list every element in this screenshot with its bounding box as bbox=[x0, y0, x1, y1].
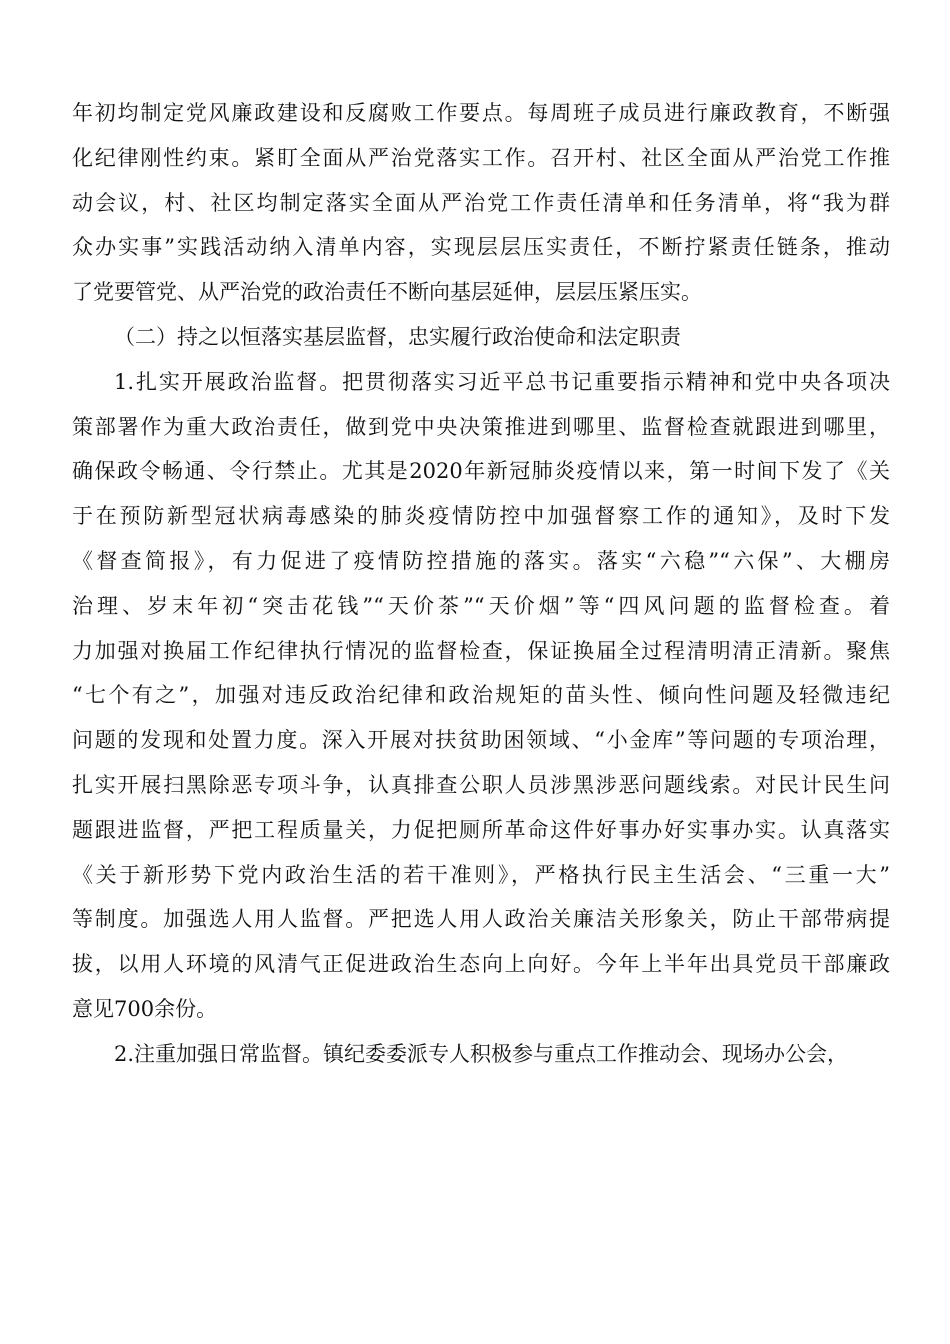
text-line: 力加强对换届工作纪律执行情况的监督检查，保证换届全过程清明清正清新。聚焦 bbox=[72, 638, 890, 663]
paragraph-daily-supervision bbox=[72, 1032, 890, 1077]
text-line: 众办实事”实践活动纳入清单内容，实现层层压实责任，不断拧紧责任链条，推动 bbox=[72, 235, 890, 260]
text-line: 动会议，村、社区均制定落实全面从严治党工作责任清单和任务清单，将“我为群 bbox=[72, 190, 890, 215]
paragraph-political-supervision bbox=[72, 360, 890, 1032]
text-line: 于在预防新型冠状病毒感染的肺炎疫情防控中加强督察工作的通知》，及时下发 bbox=[72, 504, 890, 529]
text-line: “七个有之”，加强对违反政治纪律和政治规矩的苗头性、倾向性问题及轻微违纪 bbox=[72, 683, 890, 708]
text-line: 确保政令畅通、令行禁止。尤其是2020年新冠肺炎疫情以来，第一时间下发了《关 bbox=[72, 459, 890, 484]
text-line: 了党要管党、从严治党的政治责任不断向基层延伸，层层压紧压实。 bbox=[72, 280, 702, 305]
text-line: 《关于新形势下党内政治生活的若干准则》，严格执行民主生活会、“三重一大” bbox=[72, 862, 890, 887]
heading-text: （二）持之以恒落实基层监督，忠实履行政治使命和法定职责 bbox=[114, 324, 681, 349]
text-line: 治理、岁末年初“突击花钱”“天价茶”“天价烟”等“四风问题的监督检查。着 bbox=[72, 593, 890, 618]
text-line: 拔，以用人环境的风清气正促进政治生态向上向好。今年上半年出具党员干部廉政 bbox=[72, 952, 890, 977]
text-line: 《督查简报》，有力促进了疫情防控措施的落实。落实“六稳”“六保”、大棚房 bbox=[72, 548, 890, 573]
text-line: 化纪律刚性约束。紧盯全面从严治党落实工作。召开村、社区全面从严治党工作推 bbox=[72, 145, 890, 170]
paragraph-party-discipline bbox=[72, 91, 890, 315]
text-line: 年初均制定党风廉政建设和反腐败工作要点。每周班子成员进行廉政教育，不断强 bbox=[72, 101, 890, 125]
text-line: 2.注重加强日常监督。镇纪委委派专人积极参与重点工作推动会、现场办公会， bbox=[114, 1041, 849, 1066]
section-heading bbox=[72, 315, 890, 360]
text-line: 意见700余份。 bbox=[72, 996, 218, 1021]
text-line: 1.扎实开展政治监督。把贯彻落实习近平总书记重要指示精神和党中央各项决 bbox=[114, 369, 890, 394]
text-line: 题跟进监督，严把工程质量关，力促把厕所革命这件好事办好实事办实。认真落实 bbox=[72, 817, 890, 842]
text-line: 策部署作为重大政治责任，做到党中央决策推进到哪里、监督检查就跟进到哪里， bbox=[72, 414, 890, 439]
text-line: 等制度。加强选人用人监督。严把选人用人政治关廉洁关形象关，防止干部带病提 bbox=[72, 907, 890, 932]
text-line: 扎实开展扫黑除恶专项斗争，认真排查公职人员涉黑涉恶问题线索。对民计民生问 bbox=[72, 772, 890, 797]
text-line: 问题的发现和处置力度。深入开展对扶贫助困领域、“小金库”等问题的专项治理， bbox=[72, 728, 890, 753]
